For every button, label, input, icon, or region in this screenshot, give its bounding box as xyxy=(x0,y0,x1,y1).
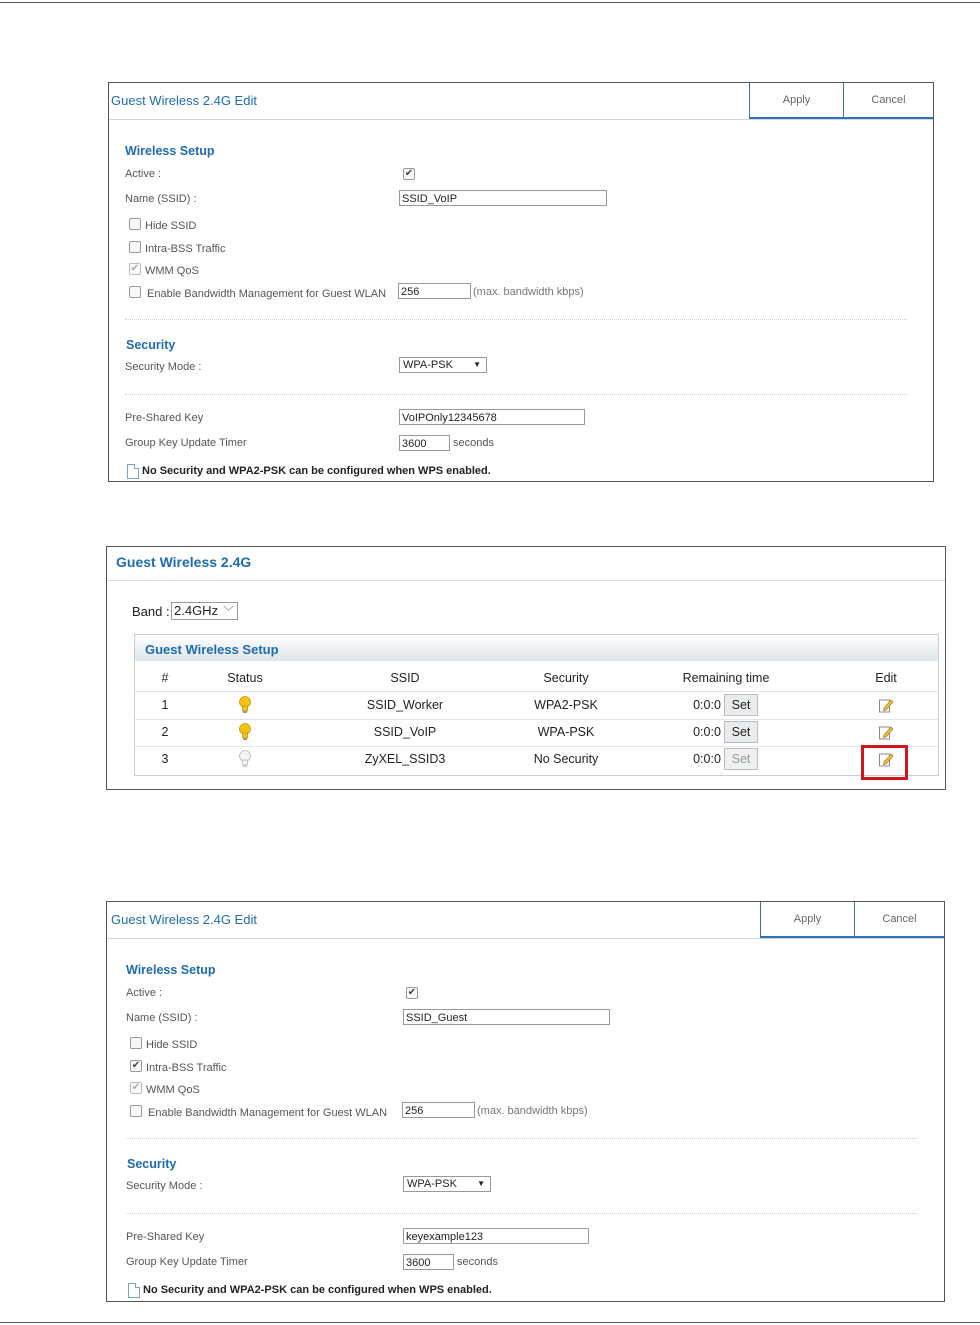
wps-note: No Security and WPA2-PSK can be configured when WPS enabled. xyxy=(143,1284,492,1296)
ssid-input[interactable]: SSID_VoIP xyxy=(399,190,607,206)
gkut-unit: seconds xyxy=(457,1256,498,1268)
hide-ssid-label: Hide SSID xyxy=(146,1039,198,1051)
edit-panel-voip xyxy=(108,82,934,482)
security-heading: Security xyxy=(127,1157,177,1171)
band-select[interactable] xyxy=(171,602,238,620)
psk-input[interactable]: keyexample123 xyxy=(403,1228,589,1244)
col-security: Security xyxy=(543,671,589,685)
active-label: Active : xyxy=(126,987,163,999)
security-mode-value: WPA-PSK xyxy=(407,1178,457,1190)
gkut-unit: seconds xyxy=(453,437,494,449)
row3-set-button[interactable]: Set xyxy=(724,748,758,770)
edit-icon[interactable] xyxy=(878,697,894,713)
panel-header xyxy=(107,902,944,939)
apply-button[interactable]: Apply xyxy=(749,83,844,119)
row2-remaining: 0:0:0 xyxy=(693,725,721,739)
note-icon xyxy=(127,464,139,479)
caret-down-icon: ▼ xyxy=(477,1179,485,1188)
bandwidth-unit: (max. bandwidth kbps) xyxy=(477,1105,588,1117)
wireless-setup-heading: Wireless Setup xyxy=(126,963,216,977)
edit-icon[interactable] xyxy=(878,751,894,767)
header-divider xyxy=(107,580,945,581)
table-header-bar xyxy=(135,635,938,661)
hide-ssid-checkbox[interactable] xyxy=(130,1037,142,1049)
psk-label: Pre-Shared Key xyxy=(125,412,204,424)
guest-wireless-table xyxy=(134,634,939,776)
ssid-input[interactable]: SSID_Guest xyxy=(403,1009,610,1025)
row3-remaining: 0:0:0 xyxy=(693,752,721,766)
row1-remaining: 0:0:0 xyxy=(693,698,721,712)
psk-label: Pre-Shared Key xyxy=(126,1231,205,1243)
row1-security: WPA2-PSK xyxy=(534,698,598,712)
psk-input[interactable]: VoIPOnly12345678 xyxy=(399,409,585,425)
panel-header xyxy=(109,83,933,120)
table-title: Guest Wireless Setup xyxy=(145,642,279,657)
caret-down-icon: ▼ xyxy=(473,360,481,369)
row3-security: No Security xyxy=(533,752,599,766)
ssid-label: Name (SSID) : xyxy=(126,1012,198,1024)
security-heading: Security xyxy=(126,338,176,352)
divider xyxy=(125,394,907,395)
edit-icon[interactable] xyxy=(878,724,894,740)
bandwidth-input[interactable]: 256 xyxy=(398,283,471,299)
row2-ssid: SSID_VoIP xyxy=(373,725,437,739)
cancel-button[interactable]: Cancel xyxy=(843,83,933,119)
hide-ssid-checkbox[interactable] xyxy=(129,218,141,230)
row-divider xyxy=(135,746,938,747)
cancel-button[interactable]: Cancel xyxy=(854,902,944,938)
chevron-down-icon: ﹀ xyxy=(223,606,234,618)
bulb-off-icon xyxy=(238,750,252,768)
bandwidth-unit: (max. bandwidth kbps) xyxy=(473,286,584,298)
wmm-qos-checkbox[interactable]: ✔ xyxy=(131,1082,141,1093)
gkut-label: Group Key Update Timer xyxy=(125,437,247,449)
edit-panel-guest xyxy=(106,901,945,1302)
security-mode-value: WPA-PSK xyxy=(403,359,453,371)
band-value: 2.4GHz xyxy=(174,603,219,618)
note-icon xyxy=(128,1283,140,1298)
bottom-rule xyxy=(0,1322,980,1323)
bandwidth-label: Enable Bandwidth Management for Guest WLAN xyxy=(147,288,387,300)
wmm-qos-label: WMM QoS xyxy=(146,1084,200,1096)
intra-bss-label: Intra-BSS Traffic xyxy=(146,1062,227,1074)
row1-ssid: SSID_Worker xyxy=(366,698,444,712)
row2-set-button[interactable]: Set xyxy=(724,721,758,743)
band-label: Band : xyxy=(132,604,170,619)
gkut-input[interactable]: 3600 xyxy=(399,435,450,451)
intra-bss-checkbox[interactable]: ✔ xyxy=(131,1060,141,1071)
wps-note: No Security and WPA2-PSK can be configured when WPS enabled. xyxy=(142,465,491,477)
col-edit: Edit xyxy=(875,671,897,685)
col-num: # xyxy=(161,671,169,685)
wireless-setup-heading: Wireless Setup xyxy=(125,144,215,158)
guest-wireless-list-panel xyxy=(106,546,946,790)
bandwidth-checkbox[interactable] xyxy=(130,1105,142,1117)
security-mode-label: Security Mode : xyxy=(125,361,202,373)
row-divider xyxy=(135,719,938,720)
intra-bss-checkbox[interactable] xyxy=(129,241,141,253)
apply-button[interactable]: Apply xyxy=(760,902,855,938)
row-divider xyxy=(135,691,938,692)
bulb-on-icon xyxy=(238,696,252,714)
panel-title: Guest Wireless 2.4G Edit xyxy=(111,912,257,927)
bandwidth-checkbox[interactable] xyxy=(129,286,141,298)
hide-ssid-label: Hide SSID xyxy=(145,220,197,232)
divider xyxy=(125,319,907,320)
active-checkbox[interactable]: ✔ xyxy=(407,987,417,998)
divider xyxy=(126,1138,917,1139)
panel-title: Guest Wireless 2.4G Edit xyxy=(111,93,257,108)
panel-title: Guest Wireless 2.4G xyxy=(116,554,252,570)
row3-ssid: ZyXEL_SSID3 xyxy=(364,752,446,766)
security-mode-label: Security Mode : xyxy=(126,1180,203,1192)
gkut-input[interactable]: 3600 xyxy=(403,1254,454,1270)
row2-security: WPA-PSK xyxy=(537,725,595,739)
active-checkbox[interactable]: ✔ xyxy=(404,168,414,179)
col-status: Status xyxy=(227,671,263,685)
active-label: Active : xyxy=(125,168,162,180)
divider xyxy=(126,1213,917,1214)
gkut-label: Group Key Update Timer xyxy=(126,1256,248,1268)
wmm-qos-checkbox[interactable]: ✔ xyxy=(130,263,140,274)
ssid-label: Name (SSID) : xyxy=(125,193,197,205)
intra-bss-label: Intra-BSS Traffic xyxy=(145,243,226,255)
bandwidth-input[interactable]: 256 xyxy=(402,1102,475,1118)
bandwidth-label: Enable Bandwidth Management for Guest WLAN xyxy=(148,1107,388,1119)
security-mode-select[interactable] xyxy=(403,1176,491,1192)
security-mode-select[interactable] xyxy=(399,357,487,373)
row1-set-button[interactable]: Set xyxy=(724,694,758,716)
row1-num: 1 xyxy=(161,698,169,712)
row2-num: 2 xyxy=(161,725,169,739)
col-ssid: SSID xyxy=(390,671,420,685)
wmm-qos-label: WMM QoS xyxy=(145,265,199,277)
bulb-on-icon xyxy=(238,723,252,741)
col-remaining: Remaining time xyxy=(682,671,770,685)
row3-num: 3 xyxy=(161,752,169,766)
top-rule xyxy=(0,2,980,3)
